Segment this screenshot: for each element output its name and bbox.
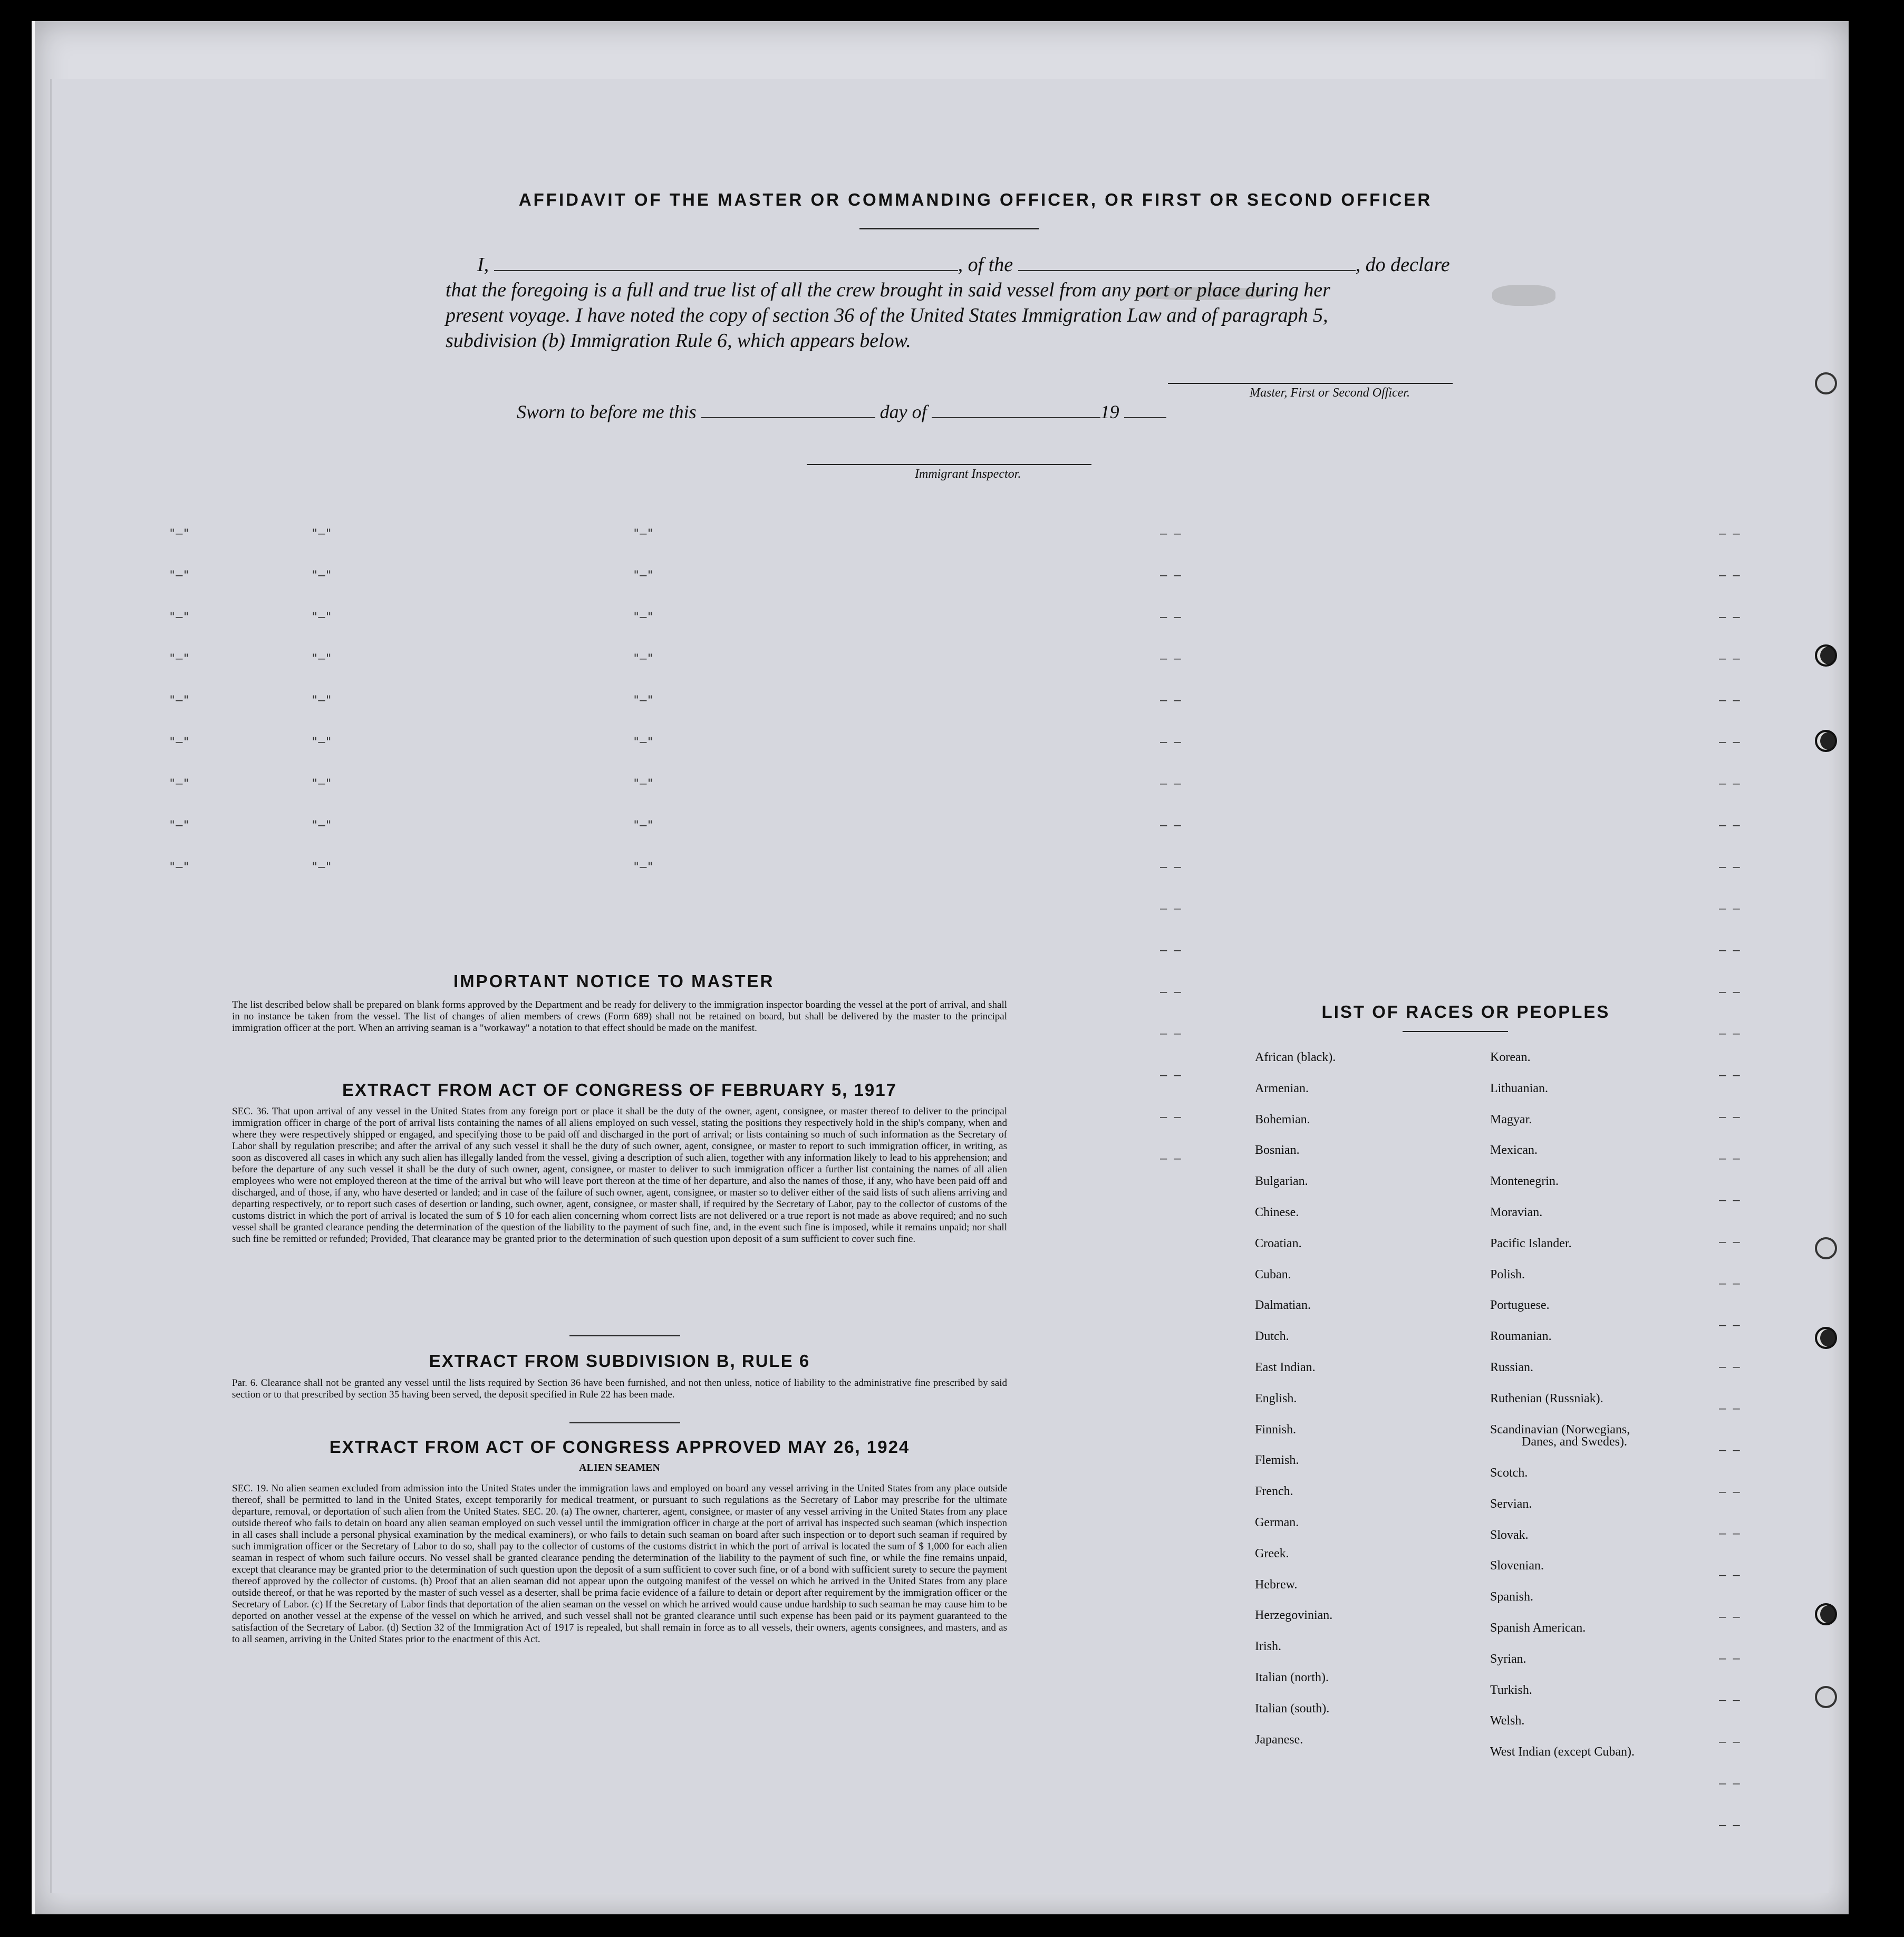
- ditto-mark: – –: [1719, 777, 1740, 791]
- ditto-mark: – –: [1719, 1527, 1740, 1540]
- ditto-mark: – –: [1719, 736, 1740, 749]
- ditto-mark: "—": [633, 861, 654, 874]
- race-item: Scotch.: [1490, 1466, 1528, 1480]
- ditto-mark: – –: [1719, 1652, 1740, 1665]
- ditto-mark: "—": [311, 861, 332, 874]
- race-item: East Indian.: [1255, 1361, 1316, 1374]
- affidavit-text: , of the: [958, 254, 1013, 276]
- binder-hole: [1815, 730, 1837, 752]
- race-item: Roumanian.: [1490, 1329, 1552, 1344]
- affidavit-line: present voyage. I have noted the copy of section 36 of the United States Immigration Law and of paragraph 5,: [446, 304, 1328, 326]
- ditto-mark: "—": [633, 569, 654, 582]
- vessel-blank: [1018, 270, 1356, 271]
- ditto-mark: – –: [1160, 1069, 1181, 1082]
- binder-hole: [1815, 644, 1837, 667]
- master-signature-caption: Master, First or Second Officer.: [1250, 386, 1410, 400]
- ditto-mark: "—": [311, 819, 332, 832]
- ditto-mark: "—": [169, 611, 190, 624]
- ditto-mark: – –: [1719, 1777, 1740, 1790]
- race-item: Danes, and Swedes).: [1522, 1435, 1627, 1449]
- ditto-mark: "—": [169, 694, 190, 707]
- race-item: Croatian.: [1255, 1236, 1302, 1250]
- ditto-mark: "—": [169, 569, 190, 582]
- race-item: Italian (south).: [1255, 1701, 1330, 1716]
- ditto-mark: "—": [633, 736, 654, 749]
- ditto-mark: – –: [1719, 819, 1740, 832]
- ditto-mark: – –: [1160, 611, 1181, 624]
- ditto-mark: – –: [1719, 1069, 1740, 1082]
- ditto-mark: – –: [1719, 902, 1740, 916]
- ditto-mark: "—": [633, 819, 654, 832]
- race-item: Bosnian.: [1255, 1143, 1300, 1158]
- ditto-mark: – –: [1719, 1611, 1740, 1624]
- affidavit-body: [446, 252, 1479, 353]
- race-item: Ruthenian (Russniak).: [1490, 1391, 1603, 1405]
- ditto-mark: – –: [1719, 1736, 1740, 1749]
- ink-smudge: [1492, 285, 1555, 306]
- ditto-mark: – –: [1160, 527, 1181, 541]
- ditto-mark: – –: [1719, 1402, 1740, 1415]
- race-item: Polish.: [1490, 1267, 1525, 1281]
- race-item: Pacific Islander.: [1490, 1236, 1572, 1250]
- ditto-mark: "—": [633, 527, 654, 541]
- notice-body: The list described below shall be prepared on blank forms approved by the Department and be ready for delivery to the immigration inspector boarding the vessel at the port of arrival, and shall in no instance be taken from the vessel. The list of changes of alien members of crews (Form 689) shall not be retained on board, but shall be delivered by the master to the principal immigration officer at the port. When an arriving seaman is a "workaway" a notation to that effect should be made on the manifest.: [232, 999, 1007, 1034]
- ditto-mark: "—": [169, 819, 190, 832]
- race-item: Welsh.: [1490, 1714, 1525, 1728]
- ditto-mark: "—": [633, 652, 654, 666]
- ditto-mark: "—": [169, 652, 190, 666]
- sworn-text: day of: [879, 401, 927, 422]
- race-item: French.: [1255, 1485, 1293, 1499]
- race-item: Hebrew.: [1255, 1577, 1298, 1592]
- ditto-mark: – –: [1160, 569, 1181, 582]
- ditto-mark: – –: [1719, 1111, 1740, 1124]
- ditto-mark: "—": [633, 694, 654, 707]
- race-item: Lithuanian.: [1490, 1081, 1548, 1095]
- ditto-mark: "—": [311, 569, 332, 582]
- binder-hole: [1815, 1686, 1837, 1708]
- ditto-mark: – –: [1160, 902, 1181, 916]
- ditto-mark: – –: [1719, 694, 1740, 707]
- race-item: Portuguese.: [1490, 1298, 1550, 1313]
- ditto-mark: – –: [1719, 1277, 1740, 1290]
- ditto-mark: "—": [169, 736, 190, 749]
- binder-hole: [1815, 372, 1837, 394]
- ditto-mark: "—": [311, 777, 332, 791]
- race-item: Japanese.: [1255, 1732, 1303, 1747]
- extract-1924-title: EXTRACT FROM ACT OF CONGRESS APPROVED MAY 26, 1924: [329, 1437, 910, 1457]
- ditto-mark: – –: [1719, 611, 1740, 624]
- ditto-mark: – –: [1719, 1569, 1740, 1582]
- race-item: Dalmatian.: [1255, 1298, 1311, 1313]
- race-item: Armenian.: [1255, 1081, 1309, 1095]
- race-item: Spanish American.: [1490, 1621, 1586, 1635]
- ditto-mark: "—": [311, 736, 332, 749]
- ditto-mark: – –: [1160, 736, 1181, 749]
- binder-hole: [1815, 1237, 1837, 1259]
- ditto-mark: – –: [1719, 527, 1740, 541]
- ditto-mark: "—": [311, 652, 332, 666]
- master-signature-line: [1168, 383, 1453, 384]
- ditto-mark: – –: [1719, 1694, 1740, 1707]
- ditto-mark: – –: [1719, 1486, 1740, 1499]
- binder-hole: [1815, 1327, 1837, 1349]
- extract-1917-body: SEC. 36. That upon arrival of any vessel in the United States from any foreign port or place it shall be the duty of the owner, agent, consignee, or master thereof to deliver to the principal immigration officer in charge of the port of arrival lists containing the names of all aliens employed on such vessel, stating the positions they respectively hold in the ship's company, when and where they were respectively shipped or engaged, and specifying those to be paid off and discharged in the port of arrival; or lists containing so much of such information as the Secretary of Labor shall by regulation prescribe; and after the arrival of any such vessel it shall be the duty of such owner, agent, consignee, or master to report to such immigration officer, in writing, as soon as discovered all cases in which any such alien has illegally landed from the vessel, giving a description of such alien, together with any information likely to lead to his apprehension; and before the departure of any such vessel it shall be the duty of such owner, agent, consignee, or master to deliver to such immigration officer a further list containing the names of all alien employees who were not employed thereon at the time of the arrival but who will leave port thereon at the time of her departure, and also the names of those, if any, who have been paid off and discharged, and of those, if any, who have deserted or landed; and in case of the failure of such owner, agent, consignee, or master so to deliver either of the said lists of such aliens arriving and departing respectively, or to report such cases of desertion or landing, such owner, agent, consignee, or master shall, if required by the Secretary of Labor, pay to the collector of customs of the customs district in which the port of arrival is located the sum of $ 10 for each alien concerning whom correct lists are not delivered or a true report is not made as above required; and no such vessel shall be granted clearance pending the determination of the question of the liability to the payment of such fine, and, in the event such fine is imposed, while it remains unpaid; nor shall such fine be remitted or refunded; Provided, That clearance may be granted prior to the determination of such question upon deposit of a sum sufficient to cover such fine.: [232, 1106, 1007, 1245]
- extract-1924-body: SEC. 19. No alien seamen excluded from admission into the United States under the immigration laws and employed on board any vessel arriving in the United States from any place outside thereof, shall be permitted to land in the United States, except temporarily for medical treatment, or pursuant to such regulations as the Secretary of Labor may prescribe for the ultimate departure, removal, or deportation of such alien from the United States. SEC. 20. (a) The owner, charterer, agent, consignee, or master of any vessel arriving in the United States from any place outside thereof who fails to detain on board any alien seaman employed on such vessel until the immigration officer in charge at the port of arrival has inspected such seaman (which inspection in all cases shall include a personal physical examination by the medical examiners), or who fails to detain such seaman on board after such inspection or to deport such seaman if required by such immigration officer or the Secretary of Labor to do so, shall pay to the collector of customs of the customs district in which the port of arrival is located the sum of $ 1,000 for each alien seaman in respect of whom such failure occurs. No vessel shall be granted clearance pending the determination of the liability to the payment of such fine, or while the fine remains unpaid, except that clearance may be granted prior to the determination of such question upon the deposit of a sum sufficient to cover such fine, or of a bond with sufficient surety to secure the payment thereof approved by the collector of customs. (b) Proof that an alien seaman did not appear upon the outgoing manifest of the vessel on which he arrived in the United States from any place outside thereof, or that he was reported by the master of such vessel as a deserter, shall be prima facie evidence of a failure to detain or deport after requirement by the immigration officer or the Secretary of Labor. (c) If the Secretary of Labor finds that deportation of the alien seaman on the vessel on which he arrived would cause undue hardship to such seaman he may cause him to be deported on another vessel at the expense of the vessel on which he arrived, and such vessel shall not be granted clearance until such expense has been paid or its payment guaranteed to the satisfaction of the Secretary of Labor. (d) Section 32 of the Immigration Act of 1917 is repealed, but shall remain in force as to all vessels, their owners, agents consignees, and masters, and as to all seamen, arriving in the United States prior to the enactment of this Act.: [232, 1483, 1007, 1645]
- affidavit-line: that the foregoing is a full and true list of all the crew brought in said vessel from any port or place during her: [446, 279, 1330, 301]
- race-item: English.: [1255, 1391, 1297, 1405]
- race-item: Herzegovinian.: [1255, 1608, 1333, 1623]
- ditto-mark: "—": [633, 611, 654, 624]
- race-item: German.: [1255, 1516, 1299, 1529]
- race-item: Greek.: [1255, 1546, 1289, 1560]
- race-item: Korean.: [1490, 1051, 1531, 1064]
- ditto-mark: – –: [1719, 861, 1740, 874]
- race-item: Turkish.: [1490, 1683, 1532, 1697]
- ditto-mark: "—": [311, 694, 332, 707]
- ditto-mark: "—": [169, 527, 190, 541]
- ditto-mark: – –: [1719, 652, 1740, 666]
- ditto-mark: "—": [311, 527, 332, 541]
- extract-1917-title: EXTRACT FROM ACT OF CONGRESS OF FEBRUARY 5, 1917: [342, 1080, 897, 1100]
- ditto-mark: – –: [1160, 944, 1181, 957]
- inspector-signature-caption: Immigrant Inspector.: [915, 467, 1021, 481]
- race-item: Magyar.: [1490, 1112, 1532, 1126]
- ditto-mark: "—": [169, 861, 190, 874]
- race-item: Russian.: [1490, 1361, 1534, 1374]
- sworn-year-prefix: 19: [1100, 401, 1119, 422]
- races-title: LIST OF RACES OR PEOPLES: [1321, 1002, 1610, 1021]
- section-divider: [569, 1422, 680, 1423]
- inspector-signature-line: [807, 464, 1091, 465]
- ditto-mark: – –: [1719, 1444, 1740, 1457]
- affidavit-text: , do declare: [1355, 254, 1450, 276]
- ditto-mark: – –: [1160, 777, 1181, 791]
- affidavit-text: I,: [477, 254, 489, 276]
- race-item: Spanish.: [1490, 1590, 1534, 1604]
- ditto-mark: – –: [1160, 1027, 1181, 1040]
- race-item: Syrian.: [1490, 1652, 1526, 1666]
- race-item: Montenegrin.: [1490, 1174, 1559, 1189]
- ditto-mark: – –: [1160, 819, 1181, 832]
- race-item: Irish.: [1255, 1640, 1281, 1654]
- race-item: Finnish.: [1255, 1422, 1297, 1437]
- section-divider: [569, 1335, 680, 1336]
- month-blank: [932, 417, 1100, 418]
- ditto-mark: – –: [1719, 944, 1740, 957]
- ditto-mark: – –: [1719, 1152, 1740, 1165]
- race-item: African (black).: [1255, 1051, 1336, 1064]
- race-item: West Indian (except Cuban).: [1490, 1745, 1635, 1759]
- race-item: Dutch.: [1255, 1329, 1289, 1344]
- ditto-mark: – –: [1160, 861, 1181, 874]
- notice-title: IMPORTANT NOTICE TO MASTER: [453, 971, 775, 991]
- ditto-mark: "—": [633, 777, 654, 791]
- subdivision-b-title: EXTRACT FROM SUBDIVISION B, RULE 6: [429, 1351, 810, 1371]
- ditto-mark: – –: [1719, 986, 1740, 999]
- race-item: Servian.: [1490, 1497, 1532, 1511]
- race-item: Slovenian.: [1490, 1559, 1544, 1573]
- race-item: Moravian.: [1490, 1206, 1543, 1219]
- ditto-mark: – –: [1719, 1027, 1740, 1040]
- ditto-mark: "—": [311, 611, 332, 624]
- race-item: Flemish.: [1255, 1453, 1299, 1468]
- sworn-text: Sworn to before me this: [517, 401, 697, 422]
- subdivision-b-body: Par. 6. Clearance shall not be granted any vessel until the lists required by Section 36 have been furnished, and not then unless, notice of liability to the administrative fine prescribed by said section or to that prescribed by section 35 having been served, the deposit specified in Rule 22 has been made.: [232, 1377, 1007, 1400]
- ditto-mark: – –: [1160, 694, 1181, 707]
- ditto-mark: "—": [169, 777, 190, 791]
- title-underline: [859, 228, 1039, 229]
- race-item: Bulgarian.: [1255, 1174, 1308, 1189]
- race-item: Cuban.: [1255, 1267, 1291, 1281]
- affidavit-line: subdivision (b) Immigration Rule 6, which appears below.: [446, 330, 911, 352]
- races-title-underline: [1403, 1031, 1508, 1032]
- race-item: Scandinavian (Norwegians,: [1490, 1422, 1630, 1437]
- race-item: Chinese.: [1255, 1206, 1299, 1219]
- ditto-mark: – –: [1719, 1194, 1740, 1207]
- ditto-mark: – –: [1719, 1236, 1740, 1249]
- race-item: Italian (north).: [1255, 1671, 1329, 1684]
- name-blank: [494, 270, 958, 271]
- ditto-mark: – –: [1160, 986, 1181, 999]
- ditto-mark: – –: [1719, 1361, 1740, 1374]
- day-blank: [701, 417, 875, 418]
- year-blank: [1124, 417, 1166, 418]
- binder-hole: [1815, 1603, 1837, 1625]
- ditto-mark: – –: [1719, 1819, 1740, 1832]
- race-item: Slovak.: [1490, 1528, 1529, 1542]
- sworn-line: [517, 401, 1166, 423]
- affidavit-title: AFFIDAVIT OF THE MASTER OR COMMANDING OFFICER, OR FIRST OR SECOND OFFICER: [518, 190, 1433, 209]
- ditto-mark: – –: [1719, 1319, 1740, 1332]
- alien-seamen-subtitle: ALIEN SEAMEN: [579, 1462, 660, 1473]
- race-item: Mexican.: [1490, 1143, 1538, 1158]
- ditto-mark: – –: [1160, 1111, 1181, 1124]
- ditto-mark: – –: [1160, 652, 1181, 666]
- race-item: Bohemian.: [1255, 1112, 1310, 1126]
- ditto-mark: – –: [1719, 569, 1740, 582]
- ditto-mark: – –: [1160, 1152, 1181, 1165]
